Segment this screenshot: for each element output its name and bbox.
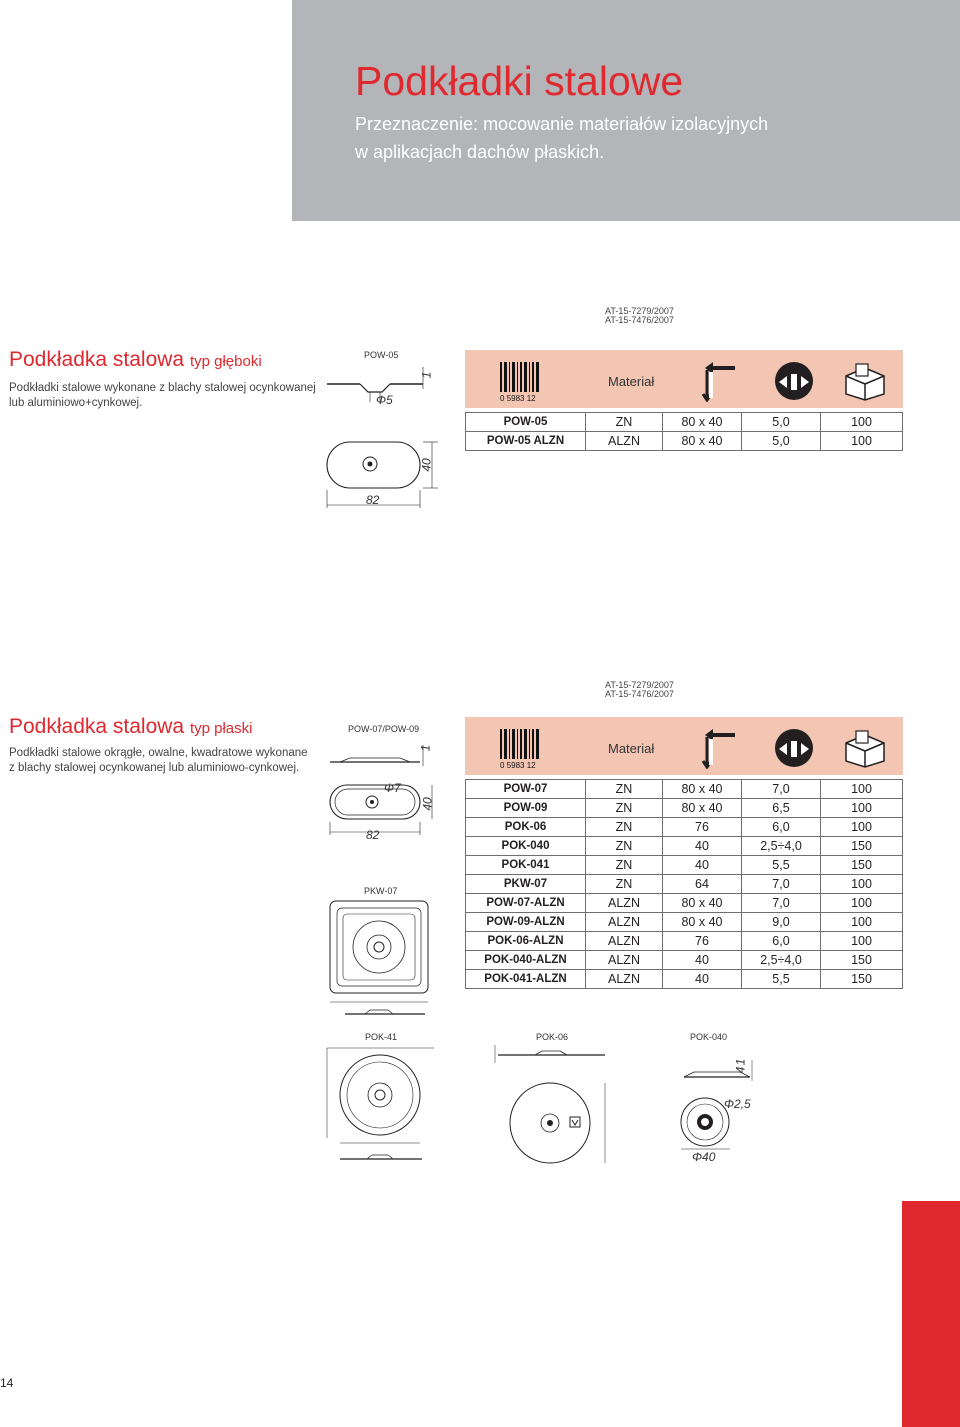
product-code: POK-041	[466, 856, 586, 875]
thickness-value: 7,0	[742, 875, 821, 894]
size-value: 80 x 40	[663, 894, 742, 913]
size-value: 80 x 40	[663, 913, 742, 932]
dim-width-pow05: 40	[419, 458, 434, 472]
table-row	[466, 951, 903, 970]
material-column-label: Materiał	[608, 374, 655, 389]
quantity-value: 150	[821, 970, 903, 989]
product-code: PKW-07	[466, 875, 586, 894]
product-code: POK-040	[466, 837, 586, 856]
cert-line-1: AT-15-7279/2007	[605, 680, 674, 690]
table-row	[466, 799, 903, 818]
product-code: POK-06-ALZN	[466, 932, 586, 951]
material-value: ALZN	[586, 951, 663, 970]
box-icon	[840, 360, 890, 402]
cert-line-2: AT-15-7476/2007	[605, 315, 674, 325]
product-code: POW-07-ALZN	[466, 894, 586, 913]
drawing-label-pok040: POK-040	[690, 1032, 728, 1042]
thickness-value: 5,0	[742, 432, 821, 451]
dim-height-pow07: 1	[418, 744, 433, 752]
box-icon	[840, 727, 890, 769]
subtitle-line-2: w aplikacjach dachów płaskich.	[355, 142, 605, 162]
table-row	[466, 818, 903, 837]
material-value: ZN	[586, 413, 663, 432]
material-value: ZN	[586, 875, 663, 894]
dim-diameter-pow07: Φ7	[384, 781, 401, 795]
quantity-value: 100	[821, 894, 903, 913]
dim-height-pok040: 1	[733, 1058, 748, 1066]
size-value: 80 x 40	[663, 413, 742, 432]
pow05-technical-drawing	[320, 362, 440, 512]
material-value: ALZN	[586, 432, 663, 451]
thickness-value: 5,5	[742, 856, 821, 875]
product-code: POW-09	[466, 799, 586, 818]
page-title: Podkładki stalowe	[355, 58, 684, 104]
size-value: 80 x 40	[663, 799, 742, 818]
thickness-mm-icon	[773, 727, 815, 769]
dim-height-pow05: 1	[419, 371, 434, 379]
dim-diameter-pow05: Φ5	[376, 393, 393, 407]
product-code: POW-05	[466, 413, 586, 432]
certificate-numbers-1	[605, 307, 674, 325]
quantity-value: 100	[821, 432, 903, 451]
page-subtitle	[355, 110, 768, 166]
section-1-description	[9, 381, 316, 411]
size-arrows-icon	[701, 358, 745, 402]
material-value: ZN	[586, 837, 663, 856]
table-row	[466, 856, 903, 875]
dim-inner-pok040: Φ2,5	[724, 1097, 751, 1111]
section-2-title-suffix: typ płaski	[189, 720, 253, 737]
product-code: POK-040-ALZN	[466, 951, 586, 970]
quantity-value: 150	[821, 856, 903, 875]
page-accent-band	[902, 1201, 960, 1427]
quantity-value: 100	[821, 799, 903, 818]
quantity-value: 100	[821, 913, 903, 932]
product-table-2	[465, 779, 903, 989]
barcode-number: 0 5983 12	[500, 394, 536, 403]
cert-line-1: AT-15-7279/2007	[605, 306, 674, 316]
table-row	[466, 432, 903, 451]
quantity-value: 100	[821, 780, 903, 799]
size-value: 40	[663, 970, 742, 989]
section-2-title-main: Podkładka stalowa	[9, 715, 185, 738]
section-2-desc-line-1: Podkładki stalowe okrągłe, owalne, kwadratowe wykonane	[9, 747, 308, 759]
barcode-number: 0 5983 12	[500, 761, 536, 770]
section-1-desc-line-2: lub aluminiowo+cynkowej.	[9, 397, 143, 409]
material-value: ALZN	[586, 913, 663, 932]
thickness-value: 7,0	[742, 780, 821, 799]
quantity-value: 100	[821, 932, 903, 951]
thickness-value: 9,0	[742, 913, 821, 932]
thickness-value: 6,5	[742, 799, 821, 818]
size-value: 64	[663, 875, 742, 894]
size-value: 76	[663, 932, 742, 951]
drawing-label-pok06: POK-06	[536, 1032, 569, 1042]
table-1-header-bar	[465, 350, 903, 408]
table-row	[466, 970, 903, 989]
material-value: ZN	[586, 799, 663, 818]
material-value: ZN	[586, 818, 663, 837]
quantity-value: 100	[821, 413, 903, 432]
dim-outer-pok040: Φ40	[692, 1150, 716, 1164]
section-1-title	[9, 348, 262, 372]
table-row	[466, 875, 903, 894]
thickness-value: 5,5	[742, 970, 821, 989]
quantity-value: 150	[821, 951, 903, 970]
product-code: POW-07	[466, 780, 586, 799]
pkw07-technical-drawing	[325, 898, 440, 1023]
thickness-mm-icon	[773, 360, 815, 402]
certificate-numbers-2	[605, 681, 674, 699]
material-value: ALZN	[586, 970, 663, 989]
size-value: 80 x 40	[663, 780, 742, 799]
section-2-desc-line-2: z blachy stalowej ocynkowanej lub aluminiowo-cynkowej.	[9, 762, 300, 774]
section-1-title-main: Podkładka stalowa	[9, 348, 185, 371]
table-row	[466, 413, 903, 432]
thickness-value: 7,0	[742, 894, 821, 913]
section-2-description	[9, 746, 308, 776]
dim-height2-pok040: 4	[733, 1066, 748, 1074]
subtitle-line-1: Przeznaczenie: mocowanie materiałów izolacyjnych	[355, 114, 769, 134]
table-row	[466, 894, 903, 913]
material-column-label: Materiał	[608, 741, 655, 756]
drawing-label-pow05: POW-05	[364, 350, 399, 360]
quantity-value: 100	[821, 875, 903, 894]
size-arrows-icon	[701, 725, 745, 769]
quantity-value: 100	[821, 818, 903, 837]
section-1-title-suffix: typ głęboki	[189, 353, 262, 370]
thickness-value: 2,5÷4,0	[742, 837, 821, 856]
quantity-value: 150	[821, 837, 903, 856]
material-value: ZN	[586, 856, 663, 875]
dim-length-pow07: 82	[366, 828, 380, 842]
table-2-header-bar	[465, 717, 903, 775]
dim-width-pow07: 40	[420, 797, 435, 811]
product-code: POK-06	[466, 818, 586, 837]
table-row	[466, 837, 903, 856]
material-value: ZN	[586, 780, 663, 799]
size-value: 80 x 40	[663, 432, 742, 451]
product-code: POW-05 ALZN	[466, 432, 586, 451]
table-row	[466, 913, 903, 932]
size-value: 76	[663, 818, 742, 837]
thickness-value: 6,0	[742, 932, 821, 951]
table-row	[466, 780, 903, 799]
page-number: 14	[0, 1376, 14, 1390]
material-value: ALZN	[586, 894, 663, 913]
barcode-icon	[500, 729, 540, 759]
section-1-desc-line-1: Podkładki stalowe wykonane z blachy stalowej ocynkowanej	[9, 382, 316, 394]
size-value: 40	[663, 856, 742, 875]
cert-line-2: AT-15-7476/2007	[605, 689, 674, 699]
drawing-label-pkw07: PKW-07	[364, 886, 398, 896]
thickness-value: 2,5÷4,0	[742, 951, 821, 970]
drawing-label-pow07: POW-07/POW-09	[348, 724, 420, 734]
section-2-title	[9, 715, 252, 739]
size-value: 40	[663, 837, 742, 856]
drawing-label-pok41: POK-41	[365, 1032, 398, 1042]
product-table-1	[465, 412, 903, 451]
thickness-value: 6,0	[742, 818, 821, 837]
size-value: 40	[663, 951, 742, 970]
material-value: ALZN	[586, 932, 663, 951]
thickness-value: 5,0	[742, 413, 821, 432]
pok06-technical-drawing	[490, 1043, 615, 1168]
table-row	[466, 932, 903, 951]
dim-length-pow05: 82	[366, 493, 380, 507]
product-code: POK-041-ALZN	[466, 970, 586, 989]
barcode-icon	[500, 362, 540, 392]
pok41-technical-drawing	[322, 1043, 442, 1178]
product-code: POW-09-ALZN	[466, 913, 586, 932]
pow07-technical-drawing	[320, 740, 440, 850]
